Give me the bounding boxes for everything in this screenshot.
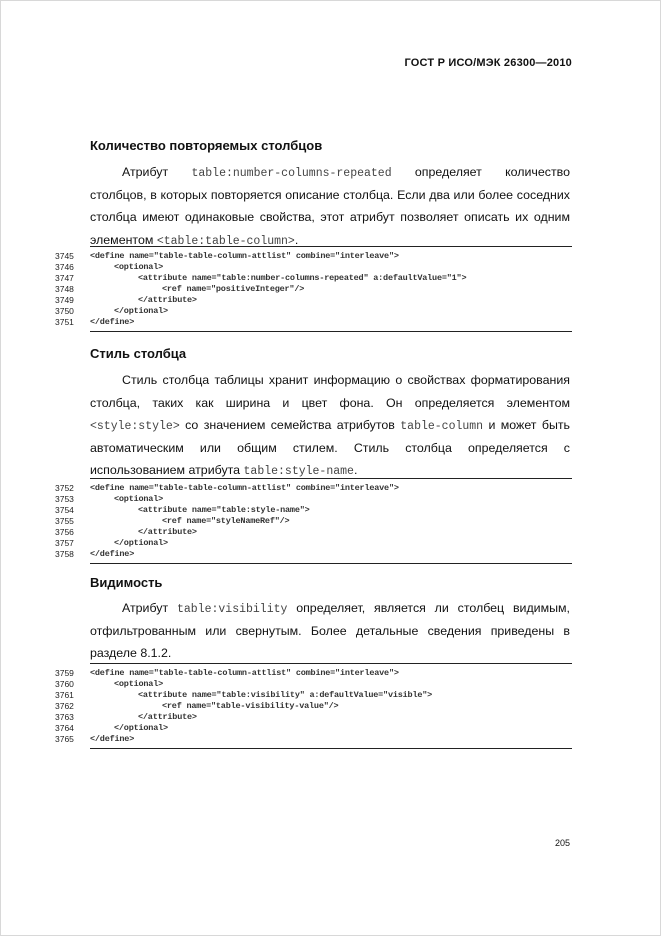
paragraph-text: Атрибут (122, 165, 192, 179)
paragraph-text: со значением семейства атрибутов (179, 418, 401, 432)
line-number: 3745 (55, 251, 74, 261)
code-line (55, 527, 572, 538)
paragraph-text: разделе 8.1.2. (90, 646, 172, 660)
inline-code: <style:style> (90, 420, 180, 433)
code-rule-top (90, 246, 572, 247)
code-text: <optional> (114, 494, 164, 504)
paragraph-line (90, 184, 570, 207)
code-text: </optional> (114, 306, 168, 316)
paragraph-repeated-columns (90, 161, 570, 251)
paragraph-text: и может быть (483, 418, 570, 432)
code-text: <attribute name="table:style-name"> (138, 505, 310, 515)
code-text: <define name="table-table-column-attlist" combine="interleave"> (90, 668, 399, 678)
line-number: 3756 (55, 527, 74, 537)
paragraph-line (90, 369, 570, 392)
line-number: 3753 (55, 494, 74, 504)
code-text: <optional> (114, 262, 164, 272)
code-line (55, 273, 572, 284)
code-rule-top (90, 663, 572, 664)
line-number: 3761 (55, 690, 74, 700)
inline-code: table-column (400, 420, 484, 433)
code-text: <attribute name="table:visibility" a:defaultValue="visible"> (138, 690, 433, 700)
line-number: 3759 (55, 668, 74, 678)
code-line (55, 668, 572, 679)
code-text: </attribute> (138, 295, 197, 305)
code-text: <optional> (114, 679, 164, 689)
code-text: </define> (90, 549, 135, 559)
paragraph-text: автоматическим или общим стилем. Стиль столбца определяется с (90, 440, 570, 455)
code-line (55, 306, 572, 317)
paragraph-text: определяет количество (391, 165, 570, 179)
code-text: <define name="table-table-column-attlist" combine="interleave"> (90, 483, 399, 493)
paragraph-text: столбца, таких как ширина и цвет фона. Он определяется элементом (90, 395, 570, 410)
paragraph-line (90, 392, 570, 415)
paragraph-text: элементом (90, 232, 157, 247)
page-number: 205 (555, 838, 571, 848)
paragraph-column-style (90, 369, 570, 482)
paragraph-line (90, 229, 570, 252)
code-line (55, 690, 572, 701)
paragraph-text: Атрибут (122, 601, 177, 615)
code-text: </define> (90, 734, 135, 744)
code-rule-top (90, 478, 572, 479)
inline-code: table:style-name (243, 465, 354, 478)
inline-code: table:visibility (176, 603, 288, 616)
document-header: ГОСТ Р ИСО/МЭК 26300—2010 (404, 57, 572, 69)
line-number: 3757 (55, 538, 74, 548)
code-line (55, 295, 572, 306)
paragraph-line (90, 161, 570, 184)
line-number: 3752 (55, 483, 74, 493)
code-line (55, 734, 572, 745)
paragraph-line (90, 414, 570, 437)
code-line (55, 251, 572, 262)
paragraph-line (90, 620, 570, 643)
code-line (55, 516, 572, 527)
code-line (55, 712, 572, 723)
code-rule-bottom (90, 748, 572, 749)
paragraph-text: определяет, является ли столбец видимым, (287, 601, 570, 615)
code-text: </optional> (114, 723, 168, 733)
inline-code: table:number-columns-repeated (191, 167, 392, 180)
code-line (55, 679, 572, 690)
code-line (55, 549, 572, 560)
line-number: 3762 (55, 701, 74, 711)
code-line (55, 284, 572, 295)
code-line (55, 483, 572, 494)
code-text: </attribute> (138, 712, 197, 722)
inline-code: <table:table-column> (156, 234, 295, 248)
line-number: 3754 (55, 505, 74, 515)
section-title-visibility: Видимость (90, 575, 163, 590)
line-number: 3748 (55, 284, 74, 294)
line-number: 3764 (55, 723, 74, 733)
paragraph-text: столбцов, в которых повторяется описание столбца. Если два или более соседних (90, 187, 570, 202)
line-number: 3747 (55, 273, 74, 283)
line-number: 3746 (55, 262, 74, 272)
paragraph-visibility (90, 597, 570, 665)
line-number: 3750 (55, 306, 74, 316)
line-number: 3755 (55, 516, 74, 526)
line-number: 3763 (55, 712, 74, 722)
code-rule-bottom (90, 331, 572, 332)
code-line (55, 494, 572, 505)
paragraph-text: . (294, 232, 299, 247)
code-text: </attribute> (138, 527, 197, 537)
code-text: <ref name="positiveInteger"/> (162, 284, 305, 294)
line-number: 3765 (55, 734, 74, 744)
line-number: 3760 (55, 679, 74, 689)
paragraph-line (90, 642, 570, 665)
code-text: </optional> (114, 538, 168, 548)
code-text: <ref name="table-visibility-value"/> (162, 701, 339, 711)
paragraph-text: . (353, 463, 358, 477)
code-text: <ref name="styleNameRef"/> (162, 516, 290, 526)
paragraph-text: отфильтрованным или свернутым. Более детальные сведения приведены в (90, 623, 570, 638)
paragraph-line (90, 437, 570, 460)
code-line (55, 317, 572, 328)
section-title-repeated-columns: Количество повторяемых столбцов (90, 138, 323, 153)
paragraph-line (90, 206, 570, 229)
code-line (55, 701, 572, 712)
code-line (55, 538, 572, 549)
code-line (55, 262, 572, 273)
code-text: <define name="table-table-column-attlist" combine="interleave"> (90, 251, 399, 261)
code-text: </define> (90, 317, 135, 327)
paragraph-text: использованием атрибута (90, 463, 244, 477)
paragraph-text: Стиль столбца таблицы хранит информацию о свойствах форматирования (122, 373, 570, 387)
section-title-column-style: Стиль столбца (90, 346, 187, 361)
line-number: 3758 (55, 549, 74, 559)
code-line (55, 723, 572, 734)
paragraph-text: столбца имеют одинаковые свойства, этот атрибут позволяет описать их одним (90, 210, 570, 224)
code-line (55, 505, 572, 516)
line-number: 3751 (55, 317, 74, 327)
code-text: <attribute name="table:number-columns-repeated" a:defaultValue="1"> (138, 273, 467, 283)
code-rule-bottom (90, 563, 572, 564)
line-number: 3749 (55, 295, 74, 305)
paragraph-line (90, 597, 570, 620)
